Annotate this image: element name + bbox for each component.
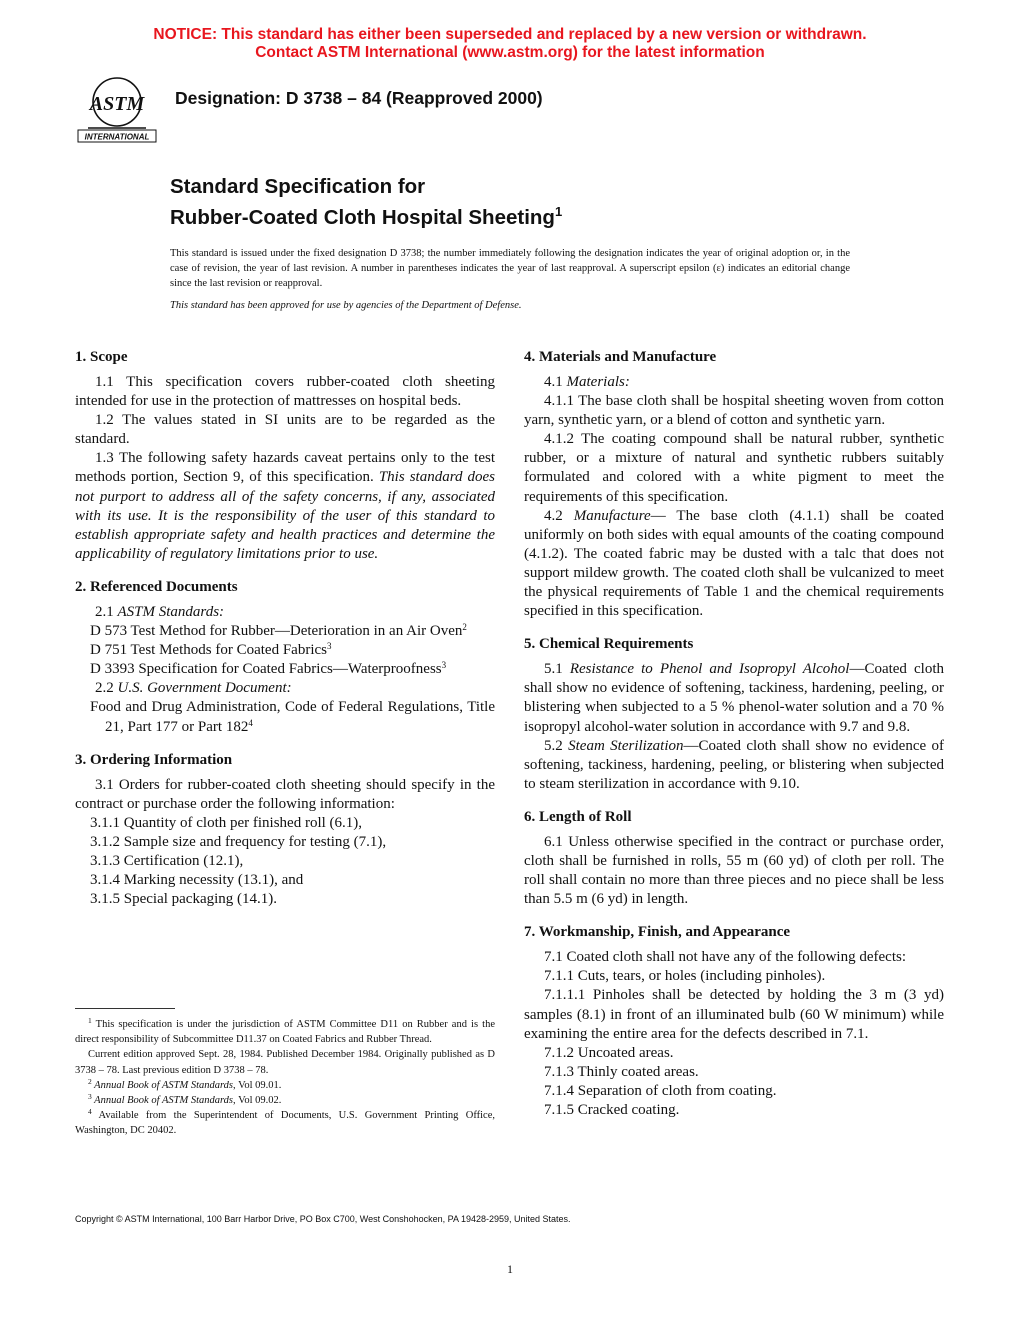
notice-line-2: Contact ASTM International (www.astm.org) for the latest information [255, 44, 765, 61]
footnote-4-mark: 4 [88, 1107, 92, 1117]
para-4-1-1: 4.1.1 The base cloth shall be hospital sheeting woven from cotton yarn, synthetic yarn, or a blend of cotton and synthetic yarn. [524, 393, 944, 429]
footnote-2-volume: , Vol 09.01. [233, 1079, 282, 1091]
para-1-3 [75, 449, 495, 564]
footnote-1 [75, 1017, 495, 1047]
footnote-2-mark: 2 [88, 1076, 92, 1086]
designation: Designation: D 3738 – 84 (Reapproved 2000) [175, 88, 543, 108]
footnote-3 [75, 1093, 495, 1108]
para-5-2-label: Steam Sterilization [568, 737, 684, 754]
footnote-divider [75, 1008, 175, 1009]
page-number: 1 [507, 1262, 513, 1276]
para-4-2 [524, 507, 944, 622]
para-7-1-4: 7.1.4 Separation of cloth from coating. [544, 1082, 777, 1099]
para-2-2-num: 2.2 [95, 680, 118, 697]
section-heading-referenced-documents: 2. Referenced Documents [75, 578, 238, 595]
title-line-1: Standard Specification for [170, 175, 426, 198]
para-7-1-3: 7.1.3 Thinly coated areas. [544, 1063, 699, 1080]
ref-d751 [75, 641, 495, 660]
ordering-item: 3.1.3 Certification (12.1), [90, 852, 244, 869]
footnote-2-title: Annual Book of ASTM Standards [91, 1079, 234, 1091]
para-7-1-1-1: 7.1.1.1 Pinholes shall be detected by holding the 3 m (3 yd) samples (8.1) in front of an illuminated bulb (60 W minimum) while examining the entire area for the defects described in 7.1. [524, 987, 944, 1042]
para-3-1: 3.1 Orders for rubber-coated cloth sheeting should specify in the contract or purchase order the following information: [75, 776, 495, 812]
ordering-item: 3.1.4 Marking necessity (13.1), and [90, 872, 304, 889]
para-4-2-label: Manufacture [573, 507, 651, 524]
section-heading-scope: 1. Scope [75, 349, 128, 365]
designation-preamble: This standard is issued under the fixed designation D 3738; the number immediately following the designation indicates the year of original adoption or, in the case of revision, the year of last revision. A number in parentheses indicates the year of last reapproval. A superscript epsilon (ε) indicates an editorial change since the last revision or reapproval. [170, 248, 850, 289]
ref-d573 [75, 622, 495, 641]
para-1-3-text: 1.3 The following safety hazards caveat pertains only to the test methods portion, Section 9, of this specification. [75, 450, 495, 486]
astm-logo-caption: INTERNATIONAL [84, 132, 150, 142]
document-title [170, 174, 562, 230]
ref-d3393 [75, 660, 495, 679]
para-1-1: 1.1 This specification covers rubber-coated cloth sheeting intended for use in the protection of mattresses on hospital beds. [75, 374, 495, 410]
astm-logo-letters: ASTM [89, 93, 145, 115]
section-heading-ordering: 3. Ordering Information [75, 751, 233, 768]
para-5-1-text: —Coated cloth shall show no evidence of softening, tackiness, hardening, peeling, or blistering when subjected to a 5 % phenol-water solution and a 70 % isopropyl alcohol-water solution in accordance with 9.7 and 9.8. [524, 661, 945, 735]
para-1-3-caveat: This standard does not purport to address all of the safety concerns, if any, associated with its use. It is the responsibility of the user of this standard to establish appropriate safety and health practices and determine the applicability of regulatory limitations prior to use. [75, 469, 495, 562]
section-heading-length: 6. Length of Roll [524, 808, 632, 825]
para-4-1-label: Materials: [566, 374, 630, 390]
para-4-1-2: 4.1.2 The coating compound shall be natural rubber, synthetic rubber, or a mixture of natural and synthetic rubbers suitably formulated and colored with a white pigment to meet the requirements of this specification. [524, 431, 944, 505]
para-4-2-num: 4.2 [544, 507, 574, 524]
right-column [524, 347, 944, 1120]
ref-fda [75, 698, 495, 736]
ordering-item: 3.1.2 Sample size and frequency for testing (7.1), [90, 833, 387, 850]
section-heading-materials: 4. Materials and Manufacture [524, 349, 717, 365]
para-7-1-1: 7.1.1 Cuts, tears, or holes (including pinholes). [544, 968, 826, 985]
footnote-4-text: Available from the Superintendent of Documents, U.S. Government Printing Office, Washington, DC 20402. [75, 1110, 495, 1137]
para-2-1-label: ASTM Standards: [117, 603, 225, 620]
para-2-2 [75, 679, 495, 698]
footnote-1-edition: Current edition approved Sept. 28, 1984. Published December 1984. Originally published as D 3738 – 78. Last previous edition D 3738 – 78. [75, 1049, 495, 1076]
ref-fda-mark: 4 [248, 717, 253, 728]
para-5-2 [524, 737, 944, 794]
ref-d573-mark: 2 [462, 622, 467, 633]
para-4-1-num: 4.1 [544, 374, 567, 390]
para-2-1-num: 2.1 [95, 603, 118, 620]
footnote-4 [75, 1108, 495, 1138]
title-footnote-mark: 1 [554, 204, 563, 219]
ref-fda-text: Food and Drug Administration, Code of Federal Regulations, Title 21, Part 177 or Part 182 [90, 699, 495, 735]
copyright-line: Copyright © ASTM International, 100 Barr Harbor Drive, PO Box C700, West Conshohocken, PA 19428-2959, United States. [75, 1214, 571, 1224]
ref-d3393-mark: 3 [441, 660, 447, 671]
ref-d751-text: D 751 Test Methods for Coated Fabrics [90, 642, 327, 659]
para-7-1-5: 7.1.5 Cracked coating. [544, 1102, 680, 1118]
para-5-2-num: 5.2 [544, 737, 569, 754]
section-heading-workmanship: 7. Workmanship, Finish, and Appearance [524, 924, 791, 941]
para-5-1 [524, 660, 944, 736]
ordering-item: 3.1.1 Quantity of cloth per finished roll (6.1), [90, 814, 363, 831]
supersede-notice [0, 26, 1020, 62]
footnote-3-volume: , Vol 09.02. [233, 1095, 282, 1107]
para-7-1-2: 7.1.2 Uncoated areas. [544, 1044, 674, 1061]
para-7-1: 7.1 Coated cloth shall not have any of the following defects: [544, 949, 906, 966]
para-5-2-text: —Coated cloth shall show no evidence of softening, tackiness, hardening, peeling, or blistering when subjected to steam sterilization in accordance with 9.10. [524, 737, 945, 792]
para-4-1 [524, 373, 944, 392]
footnote-3-mark: 3 [88, 1092, 92, 1102]
astm-logo [74, 74, 160, 150]
para-6-1: 6.1 Unless otherwise specified in the contract or purchase order, cloth shall be furnished in rolls, 55 m (60 yd) of cloth per roll. The roll shall contain no more than three pieces and no piece shall be less than 5.5 m (6 yd) in length. [524, 833, 944, 908]
dod-approval-note: This standard has been approved for use by agencies of the Department of Defense. [170, 300, 522, 311]
left-column [75, 347, 495, 909]
footnote-1-text: This specification is under the jurisdiction of ASTM Committee D11 on Rubber and is the direct responsibility of Subcommittee D11.37 on Coated Fabrics and Rubber Thread. [75, 1019, 495, 1046]
footnote-3-title: Annual Book of ASTM Standards [91, 1095, 234, 1107]
para-2-2-label: U.S. Government Document: [117, 680, 292, 697]
footnote-2 [75, 1078, 495, 1093]
title-line-2 [170, 199, 562, 230]
ref-d573-text: D 573 Test Method for Rubber—Deterioration in an Air Oven [90, 623, 463, 640]
para-5-1-label: Resistance to Phenol and Isopropyl Alcohol [569, 661, 850, 678]
para-5-1-num: 5.1 [544, 661, 570, 678]
para-2-1 [75, 603, 495, 622]
ref-d3393-text: D 3393 Specification for Coated Fabrics—Waterproofness [90, 661, 442, 678]
title-line-2-text: Rubber-Coated Cloth Hospital Sheeting [170, 206, 555, 229]
notice-line-1: NOTICE: This standard has either been superseded and replaced by a new version or withdrawn. [153, 26, 867, 43]
section-heading-chemical: 5. Chemical Requirements [524, 636, 694, 653]
ordering-item: 3.1.5 Special packaging (14.1). [90, 891, 278, 908]
ref-d751-mark: 3 [326, 641, 332, 652]
para-1-2: 1.2 The values stated in SI units are to be regarded as the standard. [75, 412, 495, 448]
footnotes [75, 1017, 495, 1139]
para-4-2-text: — The base cloth (4.1.1) shall be coated uniformly on both sides with equal amounts of the coating compound (4.1.2). The coated fabric may be dusted with a talc that does not support mildew growth. The coated cloth shall be vulcanized to meet the physical requirements of Table 1 and the chemical requirements specified in this specification. [524, 507, 944, 620]
footnote-1-mark: 1 [88, 1016, 92, 1025]
